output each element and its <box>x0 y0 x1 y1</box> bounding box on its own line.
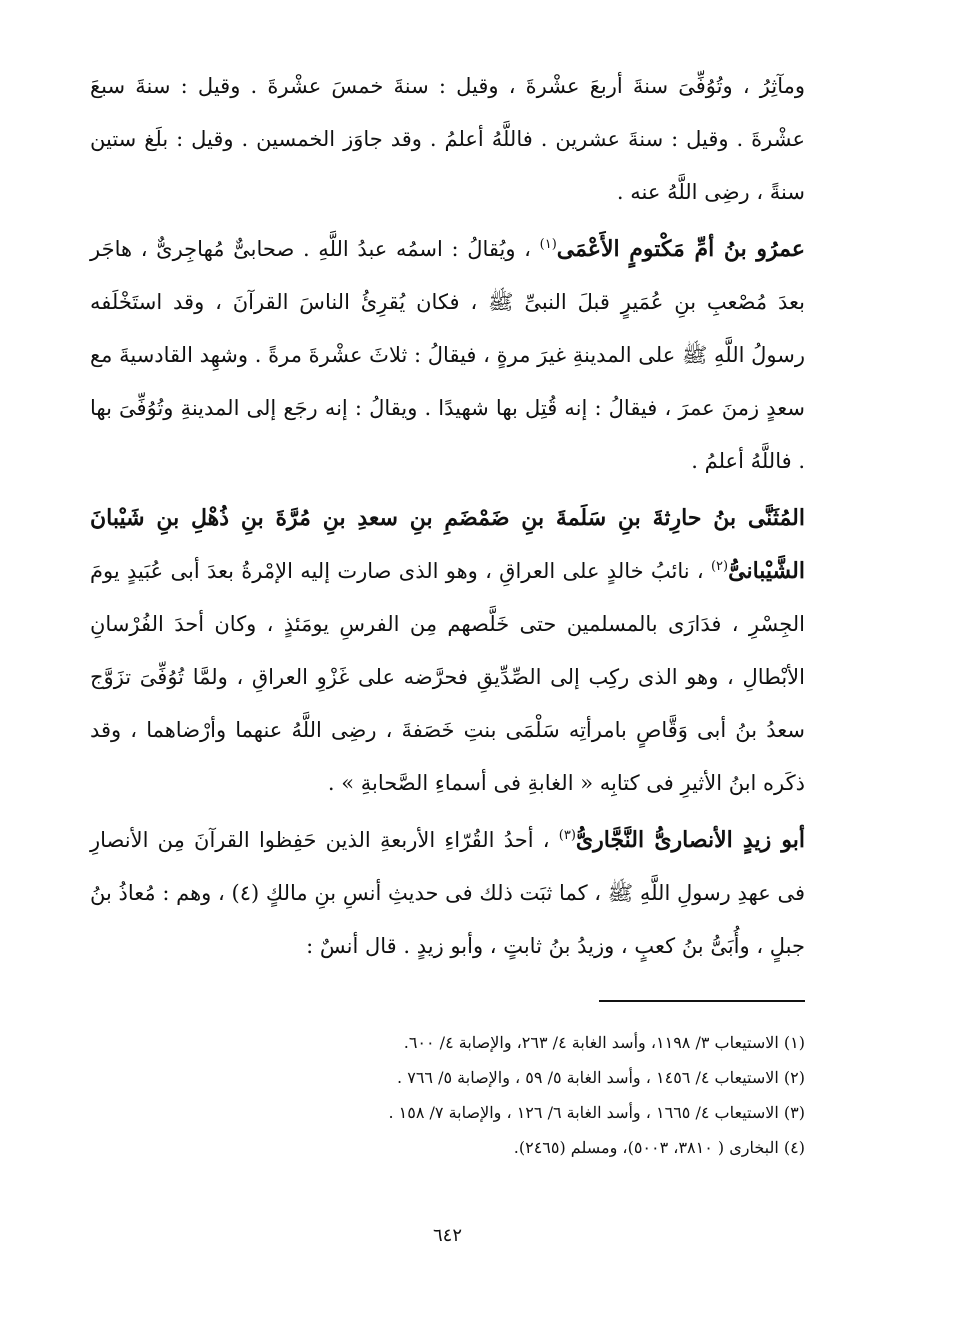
footnote-marker: (٢) <box>710 559 729 574</box>
page-number: ٦٤٢ <box>432 1225 462 1246</box>
paragraph <box>90 814 805 973</box>
paragraph-text: ومآثِرُ ، وتُوُفِّىَ سنةَ أربعَ عشْرةَ ، وقيل : سنةَ خمسَ عشْرةَ . وقيل : سنةَ سبعَ عشْرةَ . وقيل : سنةَ عشرين . فاللَّهُ أعلمُ . وقد جاوَز الخمسين . وقيل : بلَغ ستين سنةً ، رضِى اللَّهُ عنه . <box>90 74 805 204</box>
footnote: (٢) الاستيعاب ٤/ ١٤٥٦ ، وأسد الغابة ٥/ ٥٩ ، والإصابة ٥/ ٧٦٦ . <box>397 1068 805 1087</box>
page-body <box>90 60 805 1310</box>
footnote: (٣) الاستيعاب ٤/ ١٦٦٥ ، وأسد الغابة ٦/ ١٢٦ ، والإصابة ٧/ ١٥٨ . <box>388 1103 805 1122</box>
entry-heading: أبو زيدٍ الأنصارىُّ النَّجَّارىُّ <box>575 827 805 853</box>
paragraph <box>90 60 805 219</box>
footnotes <box>90 1025 805 1165</box>
paragraph <box>90 223 805 488</box>
paragraph-text: ، ويُقالُ : اسمُه عبدُ اللَّهِ . صحابىٌّ مُهاجِرىٌّ ، هاجَر بعدَ مُصْعبِ بنِ عُمَيرٍ قبلَ النبىِّ ﷺ ، فكان يُقرِئُ الناسَ القرآنَ ، وقد استَخْلَفه رسولُ اللَّهِ ﷺ على المدينةِ غيرَ مرةٍ ، فيقالُ : ثلاثَ عشْرةَ مرةً . وشهِد القادسيةَ مع سعدٍ زمنَ عمرَ ، فيقالُ : إنه قُتِل بها شهيدًا . ويقالُ : إنه رجَع إلى المدينةِ وتُوُفِّىَ بها . فاللَّهُ أعلمُ . <box>90 237 806 473</box>
footnote: (٤) البخارى ( ٣٨١٠، ٥٠٠٣)، ومسلم (٢٤٦٥). <box>513 1138 805 1157</box>
entry-heading: عمرُو بنُ أمِّ مَكْتومٍ الأَعْمَى <box>556 236 805 262</box>
paragraph <box>90 492 805 810</box>
footnote-divider <box>599 1000 805 1002</box>
footnote-marker: (١) <box>539 237 557 252</box>
paragraph-text: ، أحدُ القُرّاءِ الأربعةِ الذين حَفِظوا القرآنَ مِن الأنصارِ فى عهدِ رسولِ اللَّهِ ﷺ ، كما ثبَت ذلك فى حديثِ أنسِ بنِ مالكٍ (٤) ، وهم : مُعاذُ بنُ جبلٍ ، وأُبَىُّ بنُ كعبٍ ، وزيدُ بنُ ثابتٍ ، وأبو زيدٍ . قال أنسٌ : <box>90 828 805 958</box>
entry-heading: المُثَنَّى بنُ حارِثةَ بنِ سَلَمةَ بنِ ضَمْضَمِ بنِ سعدِ بنِ مُرَّةَ بنِ ذُهْلِ بنِ شَيْبانَ الشَّيْبانىُّ <box>90 505 805 584</box>
footnote-marker: (٣) <box>558 828 576 843</box>
footnote: (١) الاستيعاب ٣/ ١١٩٨، وأسد الغابة ٤/ ٢٦٣، والإصابة ٤/ ٦٠٠. <box>403 1033 805 1052</box>
paragraph-text: ، نائبُ خالدٍ على العراقِ ، وهو الذى صارت إليه الإمْرةُ بعدَ أبى عُبَيدٍ يومَ الجِسْرِ ، فدَارَى بالمسلمين حتى خَلَّصهم مِن الفرسِ يومَئذٍ ، وكان أحدَ الفُرْسانِ الأبْطالِ ، وهو الذى ركِب إلى الصِّدِّيقِ فحرَّضه على غَزْوِ العراقِ ، ولمَّا تُوُفِّىَ تزَوَّج سعدُ بنُ أبى وَقَّاصٍ بامرأتِه سَلْمَى بنتِ خَصَفةَ ، رضِى اللَّهُ عنهما وأرْضاهما ، وقد ذكَره ابنُ الأثيرِ فى كتابِه « الغابةِ فى أسماءِ الصَّحابةِ » . <box>90 559 805 795</box>
